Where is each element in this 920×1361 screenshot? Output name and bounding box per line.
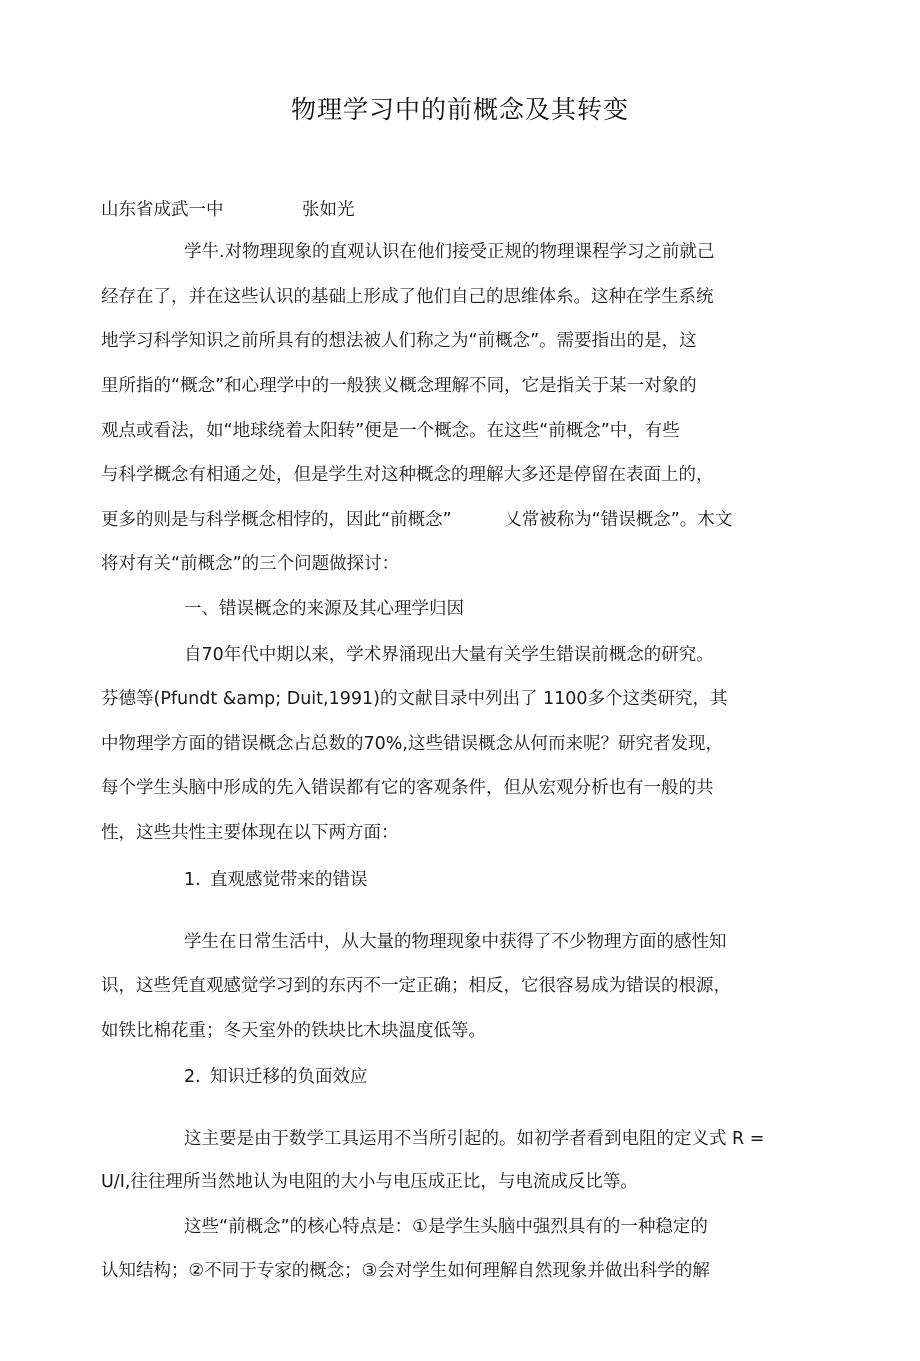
paragraph-line: 如铁比棉花重；冬天室外的铁块比木块温度低等。 <box>101 1021 486 1041</box>
paragraph-line: 学生在日常生活中，从大量的物理现象中获得了不少物理方面的感性知 <box>184 932 727 952</box>
list-item-title: 直观感觉带来的错误 <box>210 870 368 890</box>
paragraph-line: 自70年代中期以来，学术界涌现出大量有关学生错误前概念的研究。 <box>184 645 714 665</box>
paragraph-line: 识，这些凭直观感觉学习到的东丙不一定正确；相反，它很容易成为错误的根源， <box>101 976 731 996</box>
paragraph-line: 认知结构；②不同于专家的概念；③会对学生如何理解自然现象并做出科学的解 <box>101 1261 710 1281</box>
section-heading: 一、错误概念的来源及其心理学归因 <box>184 599 464 619</box>
list-item-number: 1. <box>184 870 201 890</box>
paragraph-line: 更多的则是与科学概念相悖的，因此“前概念” 乂常被称为“错误概念”。木文 <box>101 510 733 530</box>
paragraph-line: 中物理学方面的错误概念占总数的70%,这些错误概念从何而来呢？研究者发现， <box>101 734 723 754</box>
paragraph-line: 将对有关“前概念”的三个问题做探讨： <box>101 554 400 574</box>
paragraph-line: 学牛.对物理现象的直观认识在他们接受正规的物理课程学习之前就己 <box>184 242 715 262</box>
list-item-heading <box>184 868 368 892</box>
paragraph-line: U/I,往往理所当然地认为电阻的大小与电压成正比，与电流成反比等。 <box>101 1172 638 1192</box>
list-item-heading <box>184 1065 368 1089</box>
paragraph-line: 地学习科学知识之前所具有的想法被人们称之为“前概念”。需要指出的是，这 <box>101 331 697 351</box>
paragraph-line: 芬德等(Pfundt &amp; Duit,1991)的文献目录中列出了 1100多个这类研究，其 <box>101 689 728 709</box>
list-item-title: 知识迁移的负面效应 <box>210 1067 368 1087</box>
paragraph-line: 每个学生头脑中形成的先入错误都有它的客观条件，但从宏观分析也有一般的共 <box>101 778 714 798</box>
paragraph-line: 这主要是由于数学工具运用不当所引起的。如初学者看到电阻的定义式 R = <box>184 1129 765 1149</box>
paragraph-line: 性，这些共性主要体现在以下两方面： <box>101 823 399 843</box>
paragraph-line: 与科学概念有相通之处，但是学生对这种概念的理解大多还是停留在表面上的， <box>101 465 714 485</box>
list-item-number: 2. <box>184 1067 201 1087</box>
paragraph-line: 里所指的“概念”和心理学中的一般狭义概念理解不同，它是指关于某一对象的 <box>101 376 697 396</box>
author-name: 张如光 <box>302 200 355 220</box>
paragraph-line: 这些“前概念”的核心特点是：①是学生头脑中强烈具有的一种稳定的 <box>184 1217 708 1237</box>
paragraph-line: 观点或看法，如“地球绕着太阳转”便是一个概念。在这些“前概念”中，有些 <box>101 421 680 441</box>
author-school: 山东省成武一中 <box>101 200 224 220</box>
page-title: 物理学习中的前概念及其转变 <box>290 95 629 124</box>
paragraph-line: 经存在了，并在这些认识的基础上形成了他们自己的思维体糸。这种在学生系统 <box>101 287 714 307</box>
